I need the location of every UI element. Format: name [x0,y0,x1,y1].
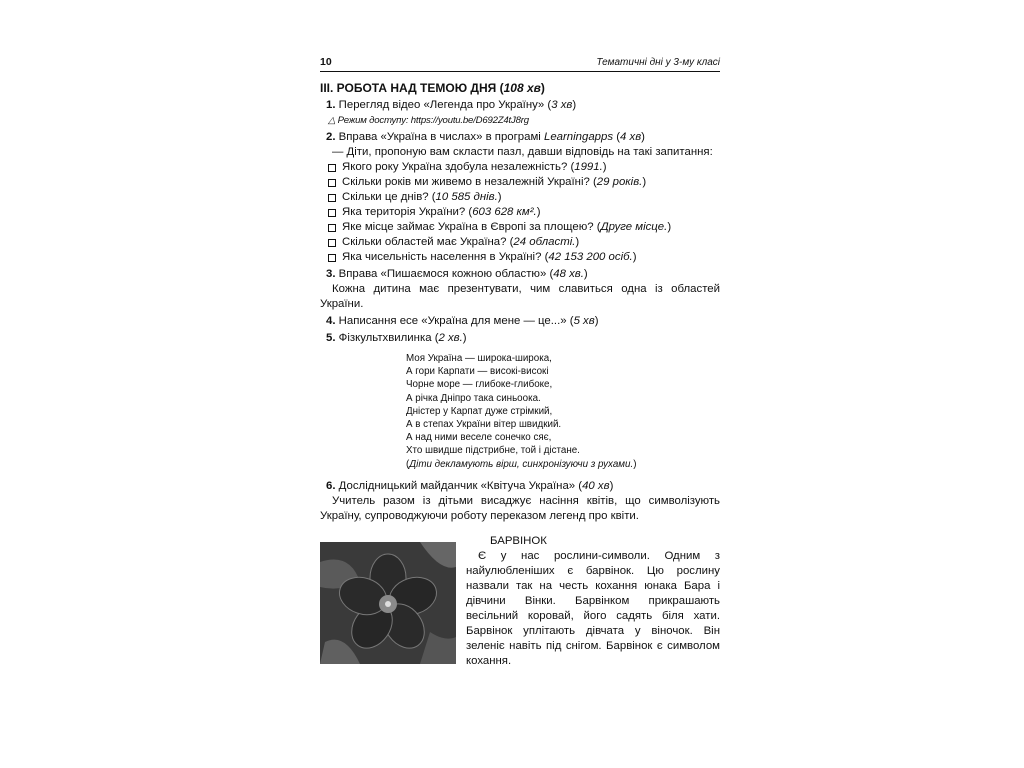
poem [406,352,720,471]
book-title: Тематичні дні у 3-му класі [596,57,720,68]
poem-line: А над ними веселе сонечко сяє, [406,432,552,444]
periwinkle-text-block [466,534,720,669]
item-6-description: Учитель разом із дітьми висаджує насіння квітів, що символізують Україну, супроводжуючи роботу переказом легенд про квіти. [320,494,720,522]
item-1: 1. Перегляд відео «Легенда про Україну» (3 хв) [326,99,577,111]
periwinkle-photo [320,542,456,664]
checkbox-icon [328,164,336,172]
running-header [320,56,720,72]
item-6: 6. Дослідницький майданчик «Квітуча Україна» (40 хв) [326,479,614,492]
list-item: Якого року Україна здобула незалежність? (1991.) [328,160,720,175]
periwinkle-legend: Є у нас рослини-символи. Одним з найулюбленіших є барвінок. Цю рослину назвали так на честь кохання юнака Бара і дівчини Вінки. Барвінком прикрашають весільний коровай, його садять біля хати. Барвінок уплітають дівчата у віночок. Він зеленіє навіть під снігом. Барвінок є символом кохання. [466,549,720,667]
poem-line: А в степах України вітер швидкий. [406,419,562,431]
poem-line: Дністер у Карпат дуже стрімкий, [406,405,553,417]
periwinkle-section [320,534,720,667]
periwinkle-title: БАРВІНОК [490,534,547,547]
poem-line: Чорне море — глибоке-глибоке, [406,379,553,391]
item-3: 3. Вправа «Пишаємося кожною областю» (48 хв.) [326,268,588,280]
item-3-description: Кожна дитина має презентувати, чим славиться одна із областей України. [320,283,720,310]
item-5: 5. Фізкультхвилинка (2 хв.) [326,332,467,344]
section-heading: III. РОБОТА НАД ТЕМОЮ ДНЯ (108 хв) [320,81,545,95]
page-number: 10 [320,56,332,68]
list-item: Яка територія України? (603 628 км².) [328,205,720,220]
poem-note: (Діти декламують вірш, синхронізуючи з рухами.) [406,458,637,470]
list-item: Яке місце займає Україна в Європі за площею? (Друге місце.) [328,220,720,235]
list-item: Яка чисельність населення в Україні? (42 153 200 осіб.) [328,250,720,265]
item-2-intro: — Діти, пропоную вам скласти пазл, давши відповідь на такі запитання: [332,146,713,158]
checkbox-icon [328,194,336,202]
item-4: 4. Написання есе «Україна для мене — це...» (5 хв) [326,315,599,327]
list-item: Скільки років ми живемо в незалежній Україні? (29 років.) [328,175,720,190]
checkbox-icon [328,209,336,217]
poem-line: А гори Карпати — високі-високі [406,366,549,378]
checkbox-icon [328,239,336,247]
item-2: 2. Вправа «Україна в числах» в програмі Learningapps (4 хв) [326,131,645,143]
poem-line: Моя Україна — широка-широка, [406,353,552,364]
checkbox-icon [328,254,336,262]
poem-line: А річка Дніпро така синьоока. [406,392,541,404]
periwinkle-flower-icon [320,542,456,664]
poem-line: Хто швидше підстрибне, той і дістане. [406,445,580,457]
checkbox-icon [328,179,336,187]
checkbox-icon [328,224,336,232]
video-link[interactable]: △ Режим доступу: https://youtu.be/D692Z4tJ8rg [328,115,529,126]
book-page [320,56,720,667]
question-list [320,160,720,265]
list-item: Скільки це днів? (10 585 днів.) [328,190,720,205]
list-item: Скільки областей має Україна? (24 області.) [328,235,720,250]
